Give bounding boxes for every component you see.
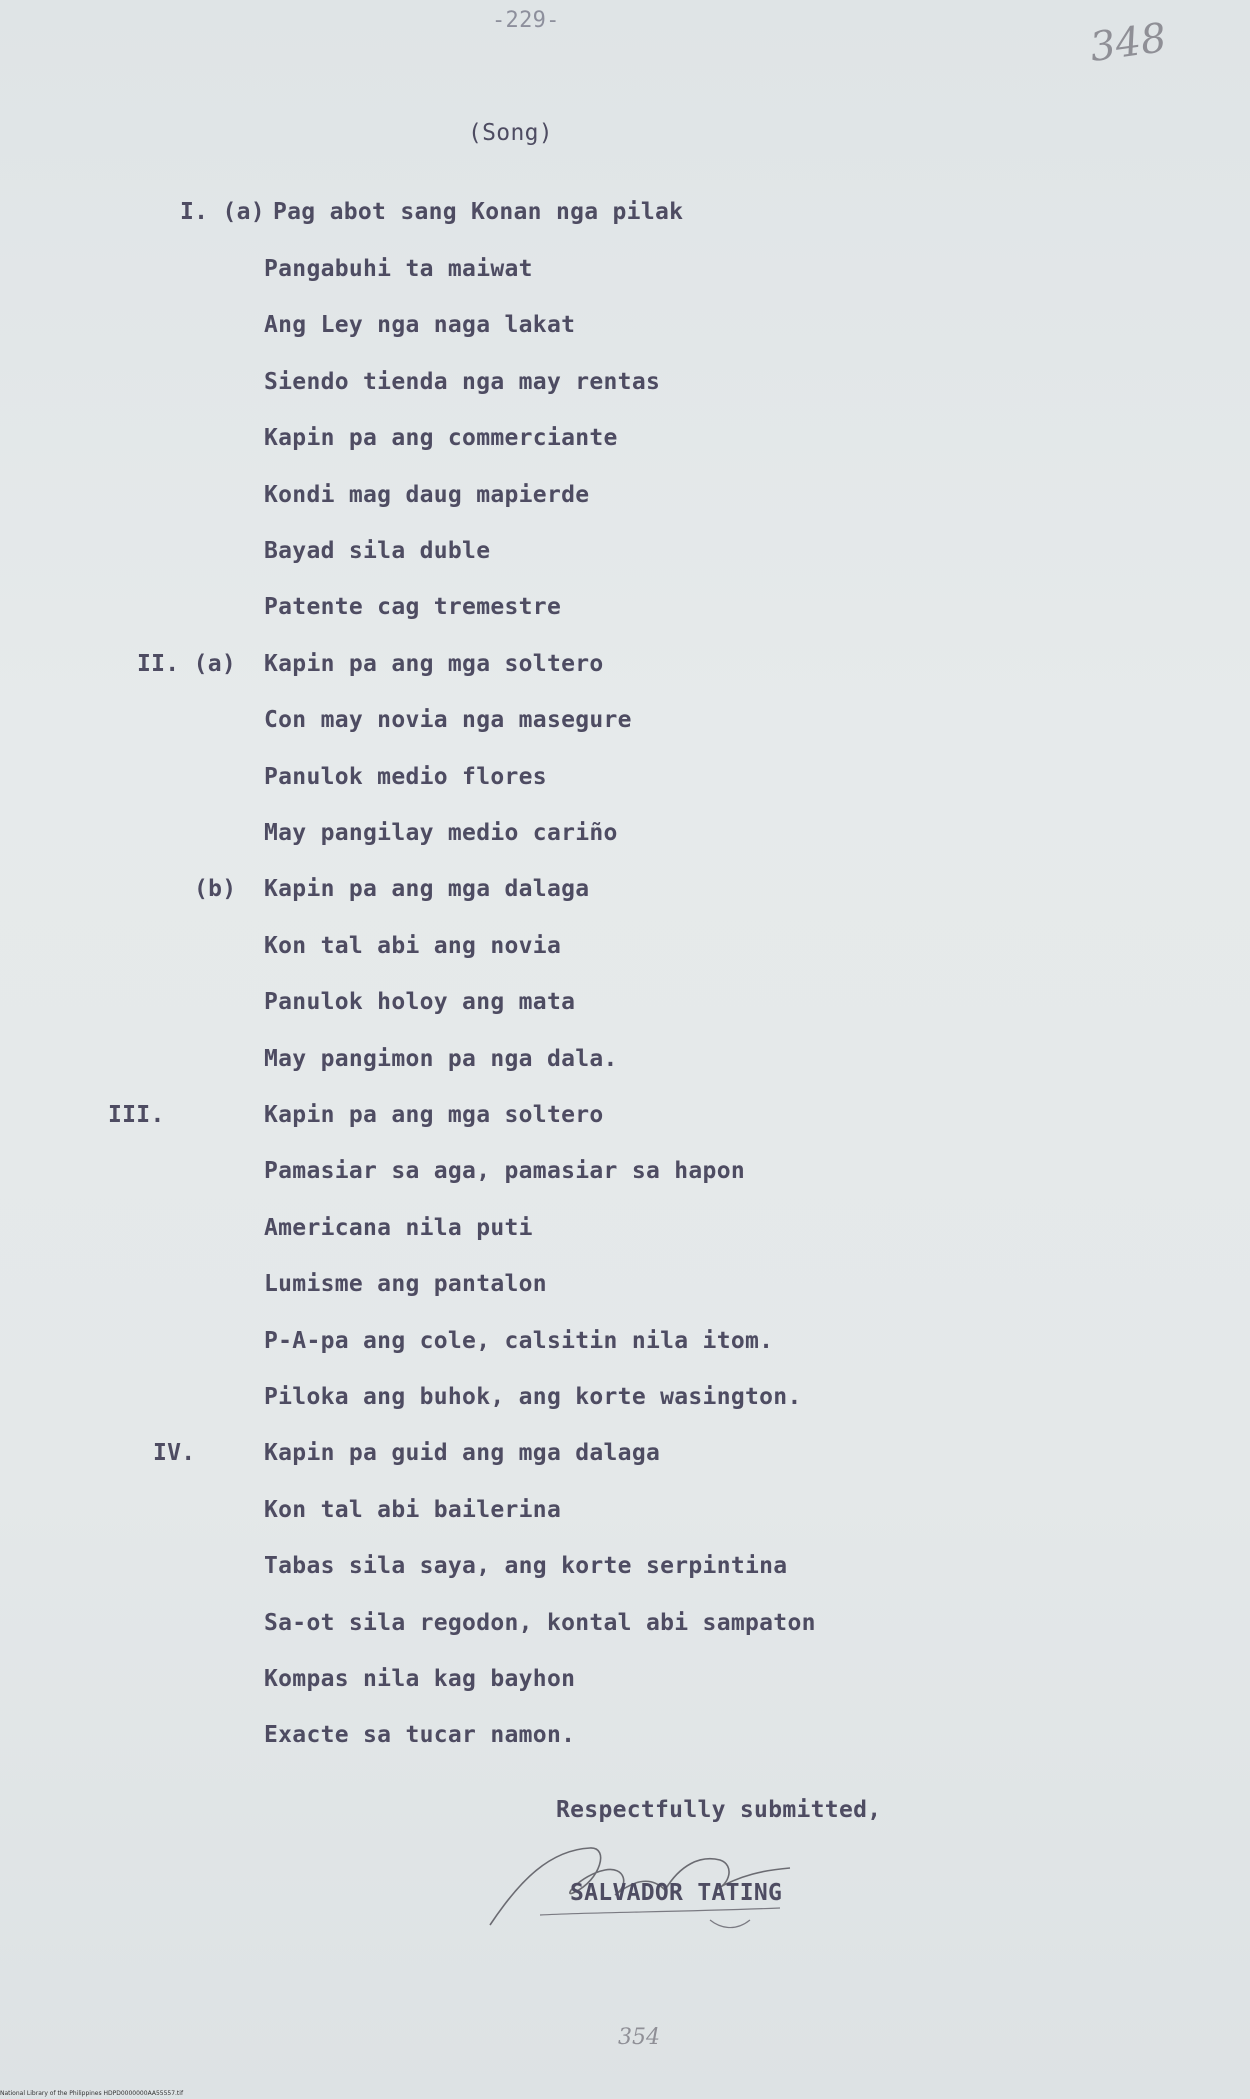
verse-3-line-1: Kapin pa ang mga soltero xyxy=(264,1102,604,1128)
verse-3-line-6: Piloka ang buhok, ang korte wasington. xyxy=(264,1384,802,1410)
archive-footer: National Library of the Philippines HDPD0000000AA55557.tif xyxy=(0,2090,184,2097)
verse-2a-line-2: Con may novia nga masegure xyxy=(264,707,632,733)
verse-1-line-8: Patente cag tremestre xyxy=(264,594,562,620)
verse-marker-2a: II. (a) xyxy=(137,651,237,677)
verse-2b-line-4: May pangimon pa nga dala. xyxy=(264,1046,618,1072)
song-title: (Song) xyxy=(468,120,553,146)
verse-2a-line-1: Kapin pa ang mga soltero xyxy=(264,651,604,677)
verse-1-line-5: Kapin pa ang commerciante xyxy=(264,425,618,451)
page-number: -229- xyxy=(492,8,560,33)
verse-2b-line-1: Kapin pa ang mga dalaga xyxy=(264,876,590,902)
verse-2a-line-4: May pangilay medio cariño xyxy=(264,820,618,846)
verse-1-line-1: Pag abot sang Konan nga pilak xyxy=(273,199,684,225)
verse-marker-4: IV. xyxy=(153,1440,196,1466)
verse-1-line-6: Kondi mag daug mapierde xyxy=(264,482,590,508)
verse-1-line-4: Siendo tienda nga may rentas xyxy=(264,369,661,395)
verse-4-line-4: Sa-ot sila regodon, kontal abi sampaton xyxy=(264,1610,816,1636)
annotation-bottom: 354 xyxy=(618,2025,660,2050)
verse-2b-line-3: Panulok holoy ang mata xyxy=(264,989,576,1015)
verse-marker-2b: (b) xyxy=(194,876,237,902)
verse-marker-1: I. (a) xyxy=(180,199,265,225)
verse-2b-line-2: Kon tal abi ang novia xyxy=(264,933,562,959)
verse-1-line-2: Pangabuhi ta maiwat xyxy=(264,256,533,282)
verse-marker-3: III. xyxy=(108,1102,165,1128)
verse-3-line-2: Pamasiar sa aga, pamasiar sa hapon xyxy=(264,1158,746,1184)
verse-4-line-5: Kompas nila kag bayhon xyxy=(264,1666,576,1692)
verse-2a-line-3: Panulok medio flores xyxy=(264,764,547,790)
verse-4-line-1: Kapin pa guid ang mga dalaga xyxy=(264,1440,661,1466)
verse-4-line-2: Kon tal abi bailerina xyxy=(264,1497,562,1523)
verse-1-line-7: Bayad sila duble xyxy=(264,538,491,564)
verse-3-line-4: Lumisme ang pantalon xyxy=(264,1271,547,1297)
signatory-name: SALVADOR TATING xyxy=(570,1880,783,1906)
annotation-top-right: 348 xyxy=(1087,14,1170,72)
verse-1-line-3: Ang Ley nga naga lakat xyxy=(264,312,576,338)
verse-3-line-5: P-A-pa ang cole, calsitin nila itom. xyxy=(264,1328,774,1354)
verse-3-line-3: Americana nila puti xyxy=(264,1215,533,1241)
closing-text: Respectfully submitted, xyxy=(556,1797,882,1823)
verse-4-line-6: Exacte sa tucar namon. xyxy=(264,1722,576,1748)
verse-4-line-3: Tabas sila saya, ang korte serpintina xyxy=(264,1553,788,1579)
